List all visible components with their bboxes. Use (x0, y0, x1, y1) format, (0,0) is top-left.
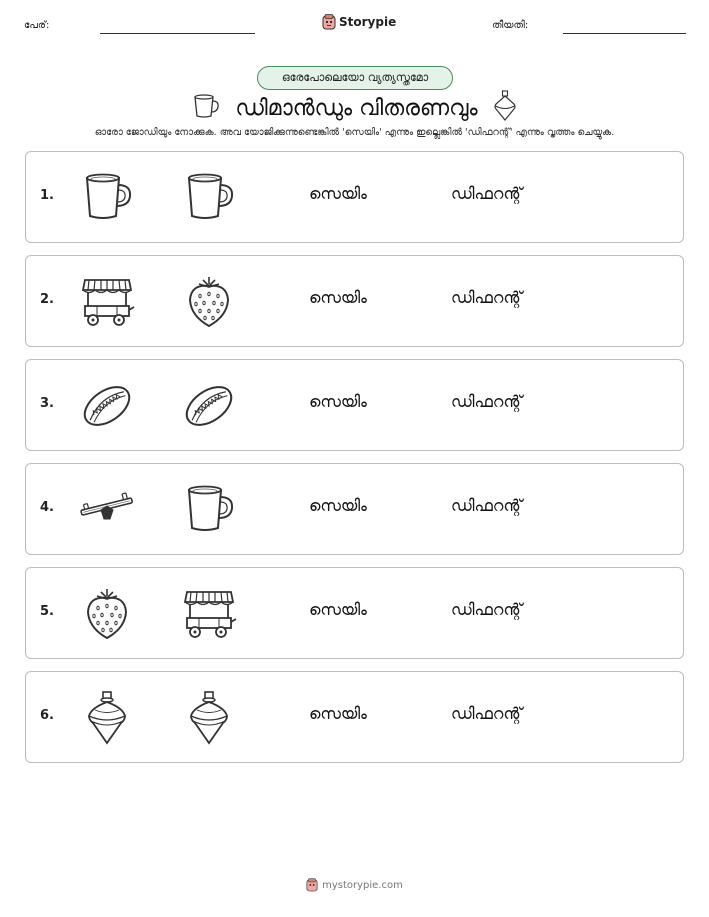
same-option[interactable]: സെയിം (309, 184, 367, 203)
storypie-mascot-icon (306, 878, 318, 892)
question-number: 5. (40, 604, 54, 619)
same-option[interactable]: സെയിം (309, 704, 367, 723)
page-title: ഡിമാൻഡും വിതരണവും (235, 95, 478, 121)
food-cart-icon (79, 274, 135, 330)
instruction-text: ഓരോ ജോഡിയും നോക്കുക. അവ യോജിക്കുന്നുണ്ടെങ്കിൽ 'സെയിം' എന്നും ഇല്ലെങ്കിൽ 'ഡിഫറന്റ്' എന്നും വൃത്തം ചെയ്യുക. (94, 127, 615, 138)
food-cart-icon (181, 586, 237, 642)
strawberry-icon (181, 274, 237, 330)
footer-url: mystorypie.com (322, 879, 403, 891)
question-number: 1. (40, 188, 54, 203)
date-line (563, 33, 686, 34)
different-option[interactable]: ഡിഫറന്റ് (451, 184, 523, 203)
spinning-top-icon (492, 90, 518, 126)
date-label: തീയതി: (492, 20, 529, 31)
cup-icon (181, 170, 237, 226)
brand-name: Storypie (339, 15, 397, 29)
storypie-mascot-icon (322, 14, 336, 30)
different-option[interactable]: ഡിഫറന്റ് (451, 704, 523, 723)
different-option[interactable]: ഡിഫറന്റ് (451, 496, 523, 515)
question-row (25, 463, 684, 555)
footer (0, 878, 709, 892)
same-option[interactable]: സെയിം (309, 496, 367, 515)
cup-icon (181, 482, 237, 538)
question-row (25, 359, 684, 451)
question-number: 3. (40, 396, 54, 411)
seed-icon (181, 378, 237, 434)
cup-icon (79, 170, 135, 226)
question-row (25, 151, 684, 243)
name-line (100, 33, 255, 34)
same-option[interactable]: സെയിം (309, 392, 367, 411)
name-label: പേര്: (24, 20, 50, 31)
question-row (25, 255, 684, 347)
different-option[interactable]: ഡിഫറന്റ് (451, 288, 523, 307)
spinning-top-icon (181, 690, 237, 746)
worksheet-badge: ഒരേപോലെയോ വ്യത്യസ്തമോ (257, 66, 453, 90)
question-number: 4. (40, 500, 54, 515)
cup-icon (191, 92, 221, 124)
question-number: 6. (40, 708, 54, 723)
question-row (25, 567, 684, 659)
seesaw-icon (79, 482, 135, 538)
seed-icon (79, 378, 135, 434)
same-option[interactable]: സെയിം (309, 288, 367, 307)
question-number: 2. (40, 292, 54, 307)
brand-logo (322, 14, 396, 30)
strawberry-icon (79, 586, 135, 642)
title-row (0, 90, 709, 126)
worksheet-header (0, 14, 709, 40)
different-option[interactable]: ഡിഫറന്റ് (451, 600, 523, 619)
spinning-top-icon (79, 690, 135, 746)
question-row (25, 671, 684, 763)
same-option[interactable]: സെയിം (309, 600, 367, 619)
different-option[interactable]: ഡിഫറന്റ് (451, 392, 523, 411)
